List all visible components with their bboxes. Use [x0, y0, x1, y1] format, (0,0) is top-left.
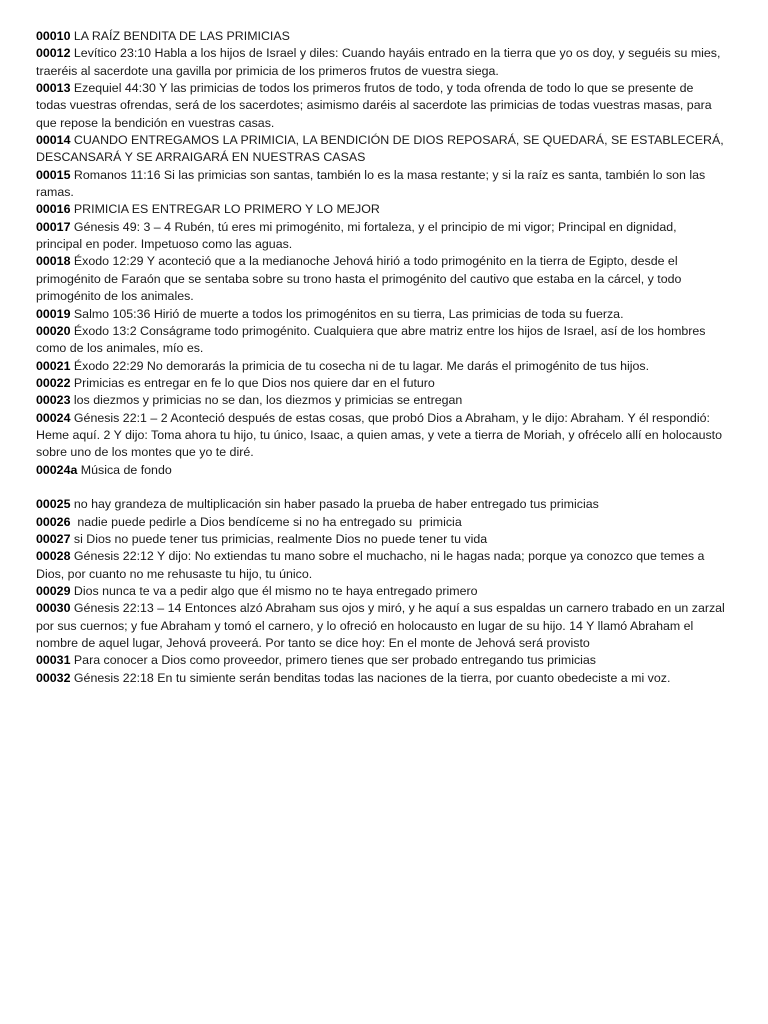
paragraph — [36, 375, 726, 392]
paragraph — [36, 45, 726, 80]
paragraph-number: 00014 — [36, 133, 71, 148]
paragraph — [36, 358, 726, 375]
paragraph — [36, 531, 726, 548]
paragraph — [36, 80, 726, 132]
paragraph-text: Génesis 22:1 – 2 Aconteció después de estas cosas, que probó Dios a Abraham, y le dijo: Abraham. Y él respondió: Heme aquí. 2 Y dijo: Toma ahora tu hijo, tu único, Isaac, a quien amas, y vete a tierra de Moriah, y ofrécelo allí en holocausto sobre uno de los montes que yo te diré. — [36, 410, 726, 460]
document-page — [36, 28, 729, 687]
paragraph — [36, 306, 726, 323]
paragraph — [36, 219, 726, 254]
paragraph-text: Música de fondo — [77, 462, 172, 477]
paragraph-text: Ezequiel 44:30 Y las primicias de todos los primeros frutos de todo, y toda ofrenda de todo lo que se presente de todas vuestras ofrendas, será de los sacerdotes; asimismo daréis al sacerdote las primicias de todas vuestras masas, para que repose la bendición en vuestras casas. — [36, 81, 716, 130]
paragraph-text: Génesis 22:13 – 14 Entonces alzó Abraham sus ojos y miró, y he aquí a sus espaldas un carnero trabado en un zarzal por sus cuernos; y fue Abraham y tomó el carnero, y lo ofreció en holocausto en lugar de su hijo. 14 Y llamó Abraham el nombre de aquel lugar, Jehová proveerá. Por tanto se dice hoy: En el monte de Jehová será provisto — [36, 601, 729, 651]
paragraph — [36, 652, 726, 669]
paragraph — [36, 670, 726, 687]
paragraph — [36, 132, 726, 167]
paragraph-number: 00025 — [36, 497, 71, 512]
paragraph-text: Éxodo 12:29 Y aconteció que a la medianoche Jehová hirió a todo primogénito en la tierra de Egipto, desde el primogénito de Faraón que se sentaba sobre su trono hasta el primogénito del cautivo que estaba en la cárcel, y todo primogénito de los animales. — [36, 254, 685, 304]
paragraph-number: 00010 — [36, 29, 71, 43]
paragraph-text: Primicias es entregar en fe lo que Dios nos quiere dar en el futuro — [70, 375, 435, 390]
paragraph-text: Levítico 23:10 Habla a los hijos de Israel y diles: Cuando hayáis entrado en la tierra que yo os doy, y seguéis su mies, traeréis al sacerdote una gavilla por primicia de los primeros frutos de vuestra siega. — [36, 46, 724, 78]
paragraph-number: 00024a — [36, 462, 78, 477]
paragraph-number: 00020 — [36, 323, 71, 338]
paragraph-text: Génesis 22:12 Y dijo: No extiendas tu mano sobre el muchacho, ni le hagas nada; porque ya conozco que temes a Dios, por cuanto no me rehusaste tu hijo, tu único. — [36, 549, 708, 581]
paragraph-number: 00031 — [36, 653, 71, 668]
paragraph-number: 00028 — [36, 549, 71, 564]
paragraph-number: 00013 — [36, 81, 71, 96]
paragraph — [36, 548, 726, 583]
blank-line — [36, 479, 726, 496]
paragraph — [36, 583, 726, 600]
paragraph-number: 00023 — [36, 393, 71, 408]
paragraph-number: 00022 — [36, 375, 71, 390]
paragraph — [36, 253, 726, 305]
paragraph-number: 00015 — [36, 167, 71, 182]
paragraph-text: PRIMICIA ES ENTREGAR LO PRIMERO Y LO MEJOR — [70, 202, 380, 217]
paragraph-number: 00026 — [36, 514, 71, 529]
paragraph-text: Para conocer a Dios como proveedor, primero tienes que ser probado entregando tus primicias — [70, 653, 596, 668]
paragraph-text: no hay grandeza de multiplicación sin haber pasado la prueba de haber entregado tus primicias — [70, 497, 599, 512]
paragraph-text: nadie puede pedirle a Dios bendíceme si no ha entregado su primicia — [70, 514, 462, 529]
paragraph-number: 00024 — [36, 410, 71, 425]
paragraph-number: 00027 — [36, 531, 71, 546]
paragraph — [36, 462, 726, 479]
paragraph-number: 00030 — [36, 601, 71, 616]
paragraph — [36, 514, 726, 531]
paragraph — [36, 600, 729, 652]
paragraph-text: Génesis 22:18 En tu simiente serán benditas todas las naciones de la tierra, por cuanto obedeciste a mi voz. — [70, 670, 671, 685]
paragraph-text: Éxodo 22:29 No demorarás la primicia de tu cosecha ni de tu lagar. Me darás el primogénito de tus hijos. — [70, 358, 650, 373]
paragraph-text: Éxodo 13:2 Conságrame todo primogénito. Cualquiera que abre matriz entre los hijos de Israel, así de los hombres como de los animales, mío es. — [36, 323, 709, 356]
paragraph-number: 00017 — [36, 219, 71, 234]
paragraph-text: LA RAÍZ BENDITA DE LAS PRIMICIAS — [70, 29, 290, 43]
paragraph — [36, 392, 726, 409]
paragraph-number: 00019 — [36, 306, 71, 321]
paragraph-number: 00021 — [36, 358, 71, 373]
paragraph-number: 00029 — [36, 584, 71, 598]
paragraph-text: CUANDO ENTREGAMOS LA PRIMICIA, LA BENDICIÓN DE DIOS REPOSARÁ, SE QUEDARÁ, SE ESTABLECERÁ, DESCANSARÁ Y SE ARRAIGARÁ EN NUESTRAS CASAS — [36, 133, 728, 165]
paragraph-text: los diezmos y primicias no se dan, los diezmos y primicias se entregan — [70, 393, 463, 408]
paragraph-number: 00018 — [36, 254, 71, 269]
paragraph-number: 00012 — [36, 46, 71, 61]
paragraph-text: Romanos 11:16 Si las primicias son santas, también lo es la masa restante; y si la raíz es santa, también lo son las ramas. — [36, 167, 709, 200]
paragraph-number: 00016 — [36, 202, 71, 217]
paragraph-text: Salmo 105:36 Hirió de muerte a todos los primogénitos en su tierra, Las primicias de toda su fuerza. — [70, 306, 624, 321]
paragraph — [36, 410, 726, 462]
paragraph — [36, 496, 726, 513]
paragraph-number: 00032 — [36, 670, 71, 685]
paragraph-text: Dios nunca te va a pedir algo que él mismo no te haya entregado primero — [70, 584, 478, 598]
paragraph — [36, 28, 726, 45]
paragraph-text: Génesis 49: 3 – 4 Rubén, tú eres mi primogénito, mi fortaleza, y el principio de mi vigor; Principal en dignidad, principal en poder. Impetuoso como las aguas. — [36, 219, 680, 252]
paragraph — [36, 167, 726, 202]
paragraph — [36, 323, 726, 358]
paragraph-text: si Dios no puede tener tus primicias, realmente Dios no puede tener tu vida — [70, 531, 488, 546]
paragraph — [36, 201, 726, 218]
